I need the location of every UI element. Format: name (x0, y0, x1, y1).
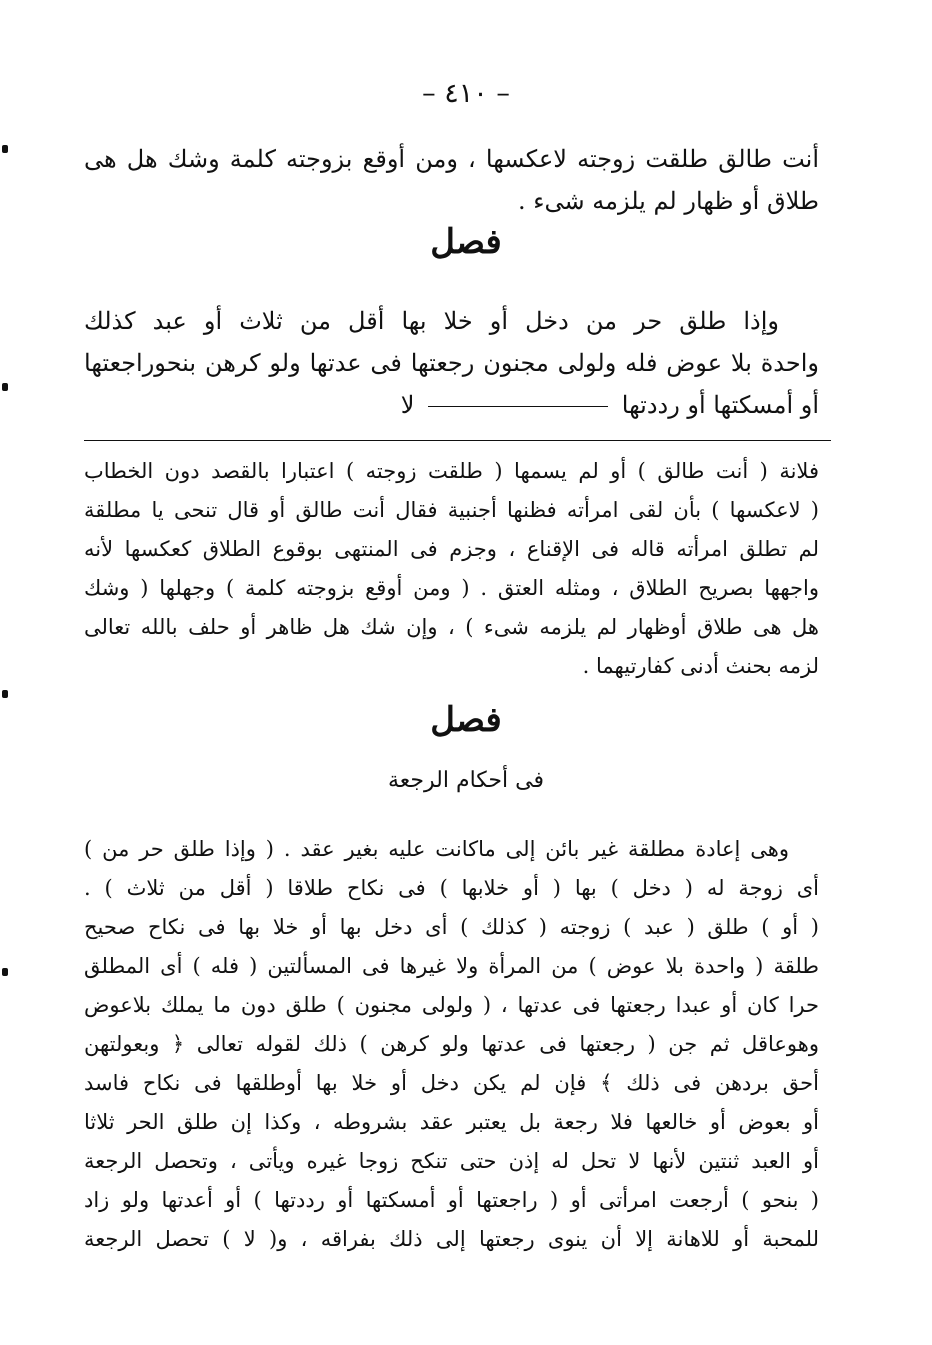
page-number: – ٤١٠ – (422, 78, 510, 109)
text-line: وإذا طلق حر من دخل أو خلا بها أقل من ثلاث أو عبد كذلك (84, 307, 779, 335)
margin-mark (2, 383, 8, 391)
text-line: أنت طالق طلقت زوجته لاعكسها ، ومن أوقع بزوجته كلمة وشك هل هى (84, 145, 819, 173)
text-line: أو بعوض أو خالعها فلا رجعة بل يعتبر عقد بشروطه ، وكذا إن طلق الحر ثلاثا (84, 1110, 819, 1134)
text-line: ( بنحو ) أرجعت امرأتى أو ( راجعتها أو أمسكتها أو رددتها ) أو أعدتها ولو زاد (84, 1188, 819, 1212)
text-line: أو العبد ثنتين لأنها لا تحل له إذن حتى تنكح زوجا غيره ويأتى ، وتحصل الرجعة (84, 1149, 819, 1173)
text-line: للمحبة أو للاهانة إلا أن ينوى رجعتها إلى ذلك بفراقه ، و( لا ) تحصل الرجعة (84, 1227, 819, 1251)
text-line: هل هى طلاق أوظهار لم يلزمه شىء ) ، وإن شك هل ظاهر أو حلف بالله تعالى (84, 615, 819, 639)
text-line: أحق بردهن فى ذلك ﴾ فإن لم يكن دخل أو خلا بها أوطلقها فى نكاح فاسد (84, 1071, 819, 1095)
section-heading: فصل (430, 700, 502, 740)
text-line: ( لاعكسها ) بأن لقى امرأته فظنها أجنبية فقال أنت طالق أو قال تنحى يا مطلقة (84, 498, 819, 522)
continuation-dash (428, 406, 608, 407)
text-line: طلاق أو ظهار لم يلزمه شىء . (517, 187, 819, 215)
text-line: واحدة بلا عوض فله ولولى مجنون رجعتها فى عدتها ولو كرهن بنحوراجعتها (84, 349, 820, 377)
margin-mark (2, 968, 8, 976)
commentary-bottom-paragraph (84, 830, 819, 1259)
matn-top-paragraph (84, 138, 819, 222)
text-line: حرا كان أو عبدا رجعتها فى عدتها ، ( ولولى مجنون ) طلق دون ما يملك بلاعوض (84, 993, 819, 1017)
text-line: ( أو ) طلق ( عبد ) زوجته ( كذلك ) أى دخل بها أو خلا بها فى نكاح صحيح (84, 915, 819, 939)
text-line: فلانة ( أنت طالق ) أو لم يسمها ( طلقت زوجته ) اعتبارا بالقصد دون الخطاب (84, 459, 819, 483)
text-line: لم تطلق امرأته قاله فى الإقناع ، وجزم فى المنتهى بوقوع الطلاق كعكسها لأنه (84, 537, 819, 561)
commentary-top-paragraph (84, 452, 819, 686)
margin-mark (2, 145, 8, 153)
text-line: وهوعاقل ثم جن ( رجعتها فى عدتها ولو كرهن ) ذلك لقوله تعالى ﴿ وبعولتهن (84, 1032, 819, 1056)
text-line-with-continuation (84, 384, 819, 426)
footnote-divider (84, 440, 831, 441)
text-segment: أو أمسكتها أو رددتها (621, 391, 819, 419)
text-line: طلقة ( واحدة بلا عوض ) من المرأة ولا غيرها فى المسألتين ( فله ) أى المطلق (84, 954, 819, 978)
text-line: لزمه بحنث أدنى كفارتيهما . (582, 654, 819, 678)
text-line: وهى إعادة مطلقة غير بائن إلى ماكانت عليه بغير عقد . ( وإذا طلق حر من ) (84, 837, 789, 861)
text-line: أى زوجة له ( دخل ) بها ( أو خلابها ) فى نكاح طلاقا ( أقل من ثلاث ) . (84, 876, 819, 900)
section-subheading: فى أحكام الرجعة (388, 768, 544, 793)
section-heading: فصل (430, 222, 502, 262)
trailing-word: لا (400, 391, 415, 419)
margin-mark (2, 690, 8, 698)
matn-section-paragraph (84, 300, 819, 426)
text-line: واجهها بصريح الطلاق ، ومثله العتق . ( ومن أوقع بزوجته كلمة ) وجهلها ( وشك (84, 576, 819, 600)
